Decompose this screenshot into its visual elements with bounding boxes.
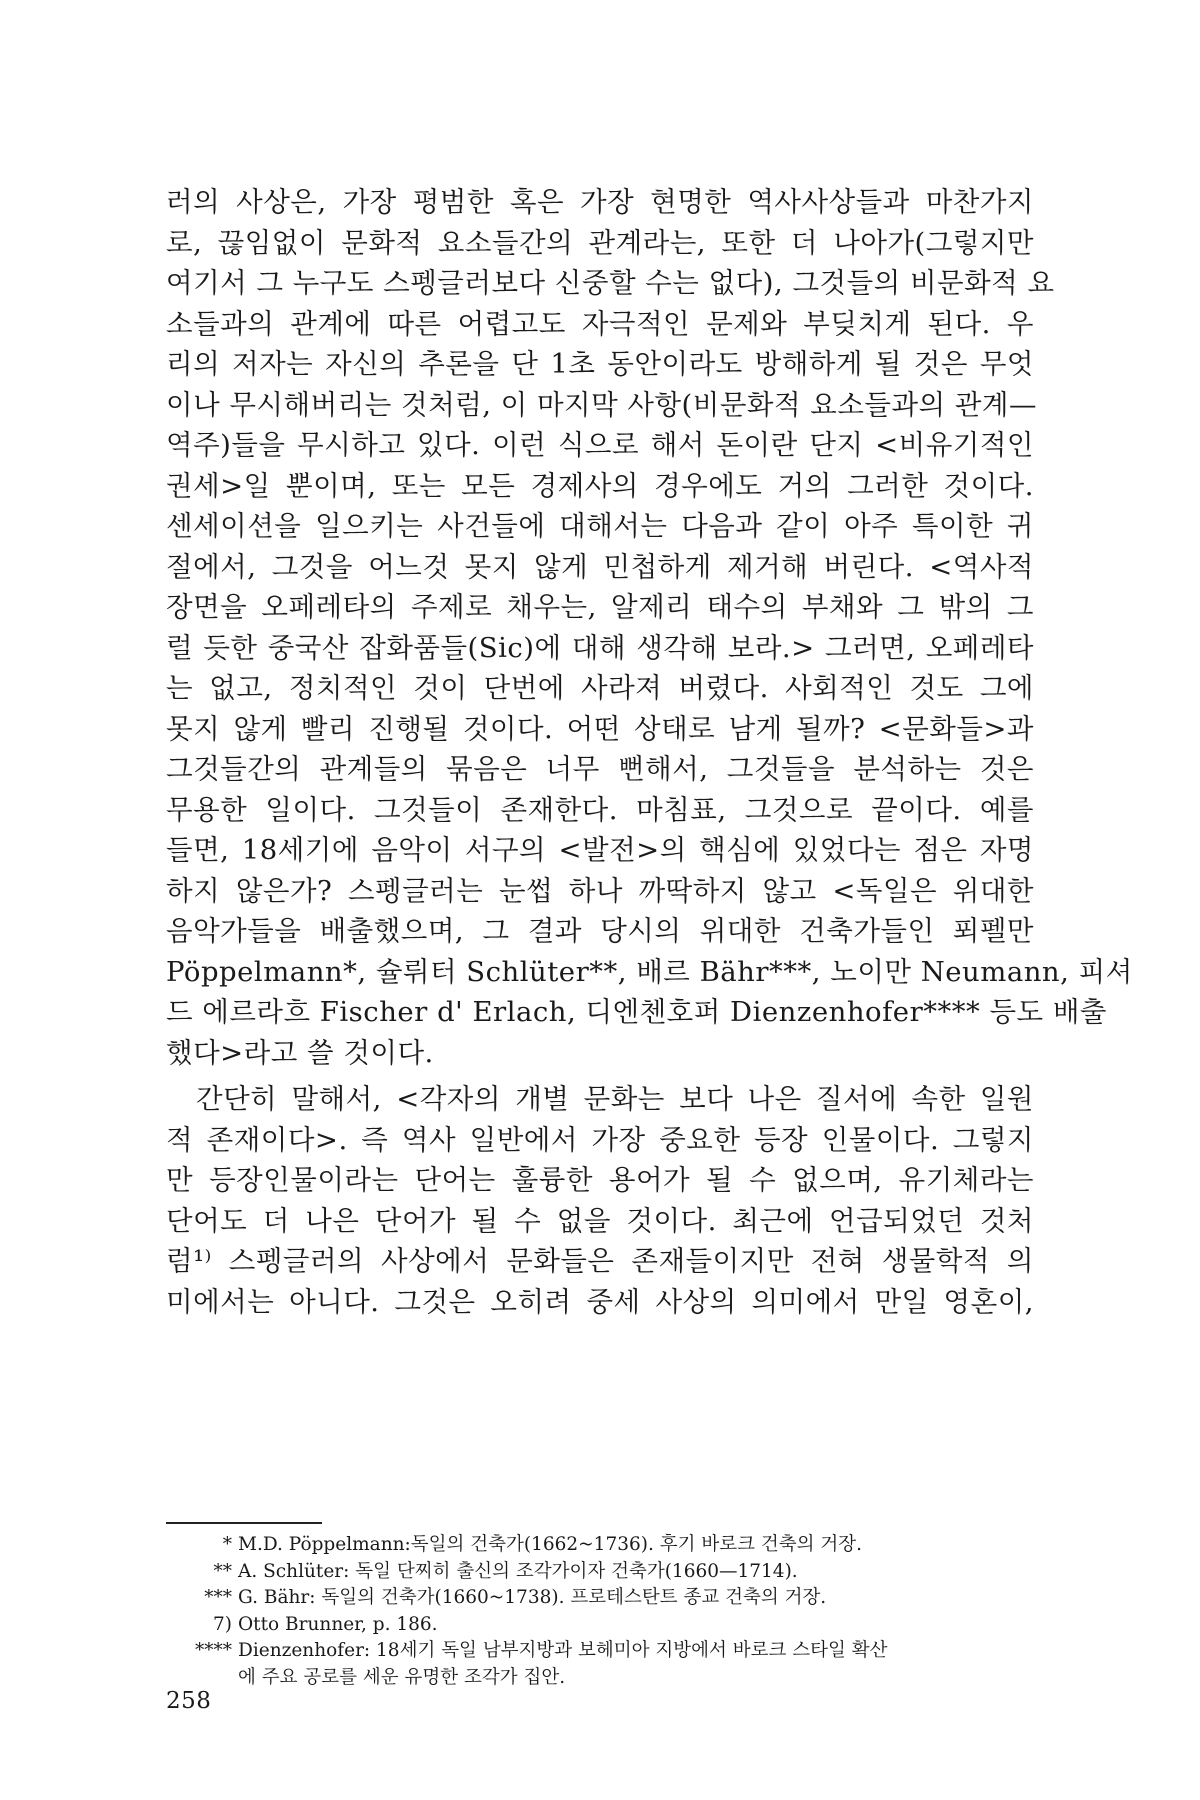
text-line: 권세>일 뿐이며, 또는 모든 경제사의 경우에도 거의 그러한 것이다.: [166, 469, 1034, 502]
text-line: 여기서 그 누구도 스펭글러보다 신중할 수는 없다), 그것들의 비문화적 요: [166, 267, 1055, 299]
text-line: 럼¹⁾ 스펭글러의 사상에서 문화들은 존재들이지만 전혀 생물학적 의: [166, 1245, 1034, 1277]
text-line: 럴 듯한 중국산 잡화품들(Sic)에 대해 생각해 보라.> 그러면, 오페레타: [166, 631, 1034, 664]
footnote: [188, 1638, 1008, 1665]
footnotes: [188, 1532, 1008, 1691]
footnote-divider: [166, 1522, 322, 1524]
footnote-marker: ****: [195, 1640, 232, 1661]
footnote-text: A. Schlüter: 독일 단찌히 출신의 조각가이자 건축가(1660—1714).: [238, 1560, 798, 1582]
footnote-marker: **: [213, 1560, 232, 1582]
footnote-marker: ***: [204, 1587, 232, 1608]
footnote-text: Dienzenhofer: 18세기 독일 남부지방과 보헤미아 지방에서 바로크 스타일 확산: [238, 1640, 888, 1661]
text-line: 적 존재이다>. 즉 역사 일반에서 가장 중요한 등장 인물이다. 그렇지: [166, 1123, 1034, 1156]
text-line: 했다>라고 쓸 것이다.: [166, 1036, 434, 1069]
text-line: 간단히 말해서, <각자의 개별 문화는 보다 나은 질서에 속한 일원: [196, 1083, 1034, 1115]
footnote: [188, 1532, 1008, 1559]
footnote-text: 에 주요 공로를 세운 유명한 조각가 집안.: [238, 1666, 566, 1688]
text-line: 장면을 오페레타의 주제로 채우는, 알제리 태수의 부채와 그 밖의 그: [166, 591, 1034, 623]
text-line: 로, 끊임없이 문화적 요소들간의 관계라는, 또한 더 나아가(그렇지만: [166, 226, 1034, 259]
text-line: 센세이션을 일으키는 사건들에 대해서는 다음과 같이 아주 특이한 귀: [166, 510, 1034, 542]
text-line: 절에서, 그것을 어느것 못지 않게 민첩하게 제거해 버린다. <역사적: [166, 550, 1034, 583]
footnote: [188, 1585, 1008, 1612]
text-line: 무용한 일이다. 그것들이 존재한다. 마침표, 그것으로 끝이다. 예를: [166, 793, 1034, 826]
text-line: 만 등장인물이라는 단어는 훌륭한 용어가 될 수 없으며, 유기체라는: [166, 1164, 1034, 1196]
text-line: 미에서는 아니다. 그것은 오히려 중세 사상의 의미에서 만일 영혼이,: [166, 1285, 1034, 1318]
text-line: 러의 사상은, 가장 평범한 혹은 가장 현명한 역사사상들과 마찬가지: [166, 186, 1034, 218]
footnote: [188, 1612, 1008, 1639]
text-line: 이나 무시해버리는 것처럼, 이 마지막 사항(비문화적 요소들과의 관계—: [166, 388, 1037, 421]
text-line: 소들과의 관계에 따른 어렵고도 자극적인 문제와 부딪치게 된다. 우: [166, 307, 1034, 340]
text-line: 단어도 더 나은 단어가 될 수 없을 것이다. 최근에 언급되었던 것처: [166, 1204, 1034, 1237]
text-line: 역주)들을 무시하고 있다. 이런 식으로 해서 돈이란 단지 <비유기적인: [166, 429, 1034, 461]
text-line: Pöppelmann*, 슐뤼터 Schlüter**, 배르 Bähr***, 노이만 Neumann, 피셔: [166, 955, 1133, 988]
text-line: 그것들간의 관계들의 묶음은 너무 뻔해서, 그것들을 분석하는 것은: [166, 753, 1034, 785]
page-number: 258: [166, 1688, 212, 1714]
footnote-marker: *: [222, 1534, 232, 1555]
footnote-text: Otto Brunner, p. 186.: [238, 1613, 438, 1635]
text-line: 하지 않은가? 스펭글러는 눈썹 하나 까딱하지 않고 <독일은 위대한: [166, 874, 1034, 907]
footnote-continuation: [188, 1665, 1008, 1692]
text-line: 들면, 18세기에 음악이 서구의 <발전>의 핵심에 있었다는 점은 자명: [166, 834, 1034, 866]
footnote-marker: 7): [213, 1613, 232, 1635]
footnote-text: M.D. Pöppelmann:독일의 건축가(1662~1736). 후기 바로크 건축의 거장.: [238, 1534, 862, 1555]
footnote: [188, 1559, 1008, 1586]
text-line: 는 없고, 정치적인 것이 단번에 사라져 버렸다. 사회적인 것도 그에: [166, 672, 1034, 704]
text-line: 음악가들을 배출했으며, 그 결과 당시의 위대한 건축가들인 푀펠만: [166, 915, 1034, 947]
body-text: [166, 182, 1133, 1322]
text-line: 못지 않게 빨리 진행될 것이다. 어떤 상태로 남게 될까? <문화들>과: [166, 712, 1034, 745]
text-line: 드 에르라흐 Fischer d' Erlach, 디엔첸호퍼 Dienzenhofer**** 등도 배출: [166, 996, 1107, 1028]
footnote-text: G. Bähr: 독일의 건축가(1660~1738). 프로테스탄트 종교 건축의 거장.: [238, 1587, 827, 1608]
text-line: 리의 저자는 자신의 추론을 단 1초 동안이라도 방해하게 될 것은 무엇: [166, 348, 1034, 380]
